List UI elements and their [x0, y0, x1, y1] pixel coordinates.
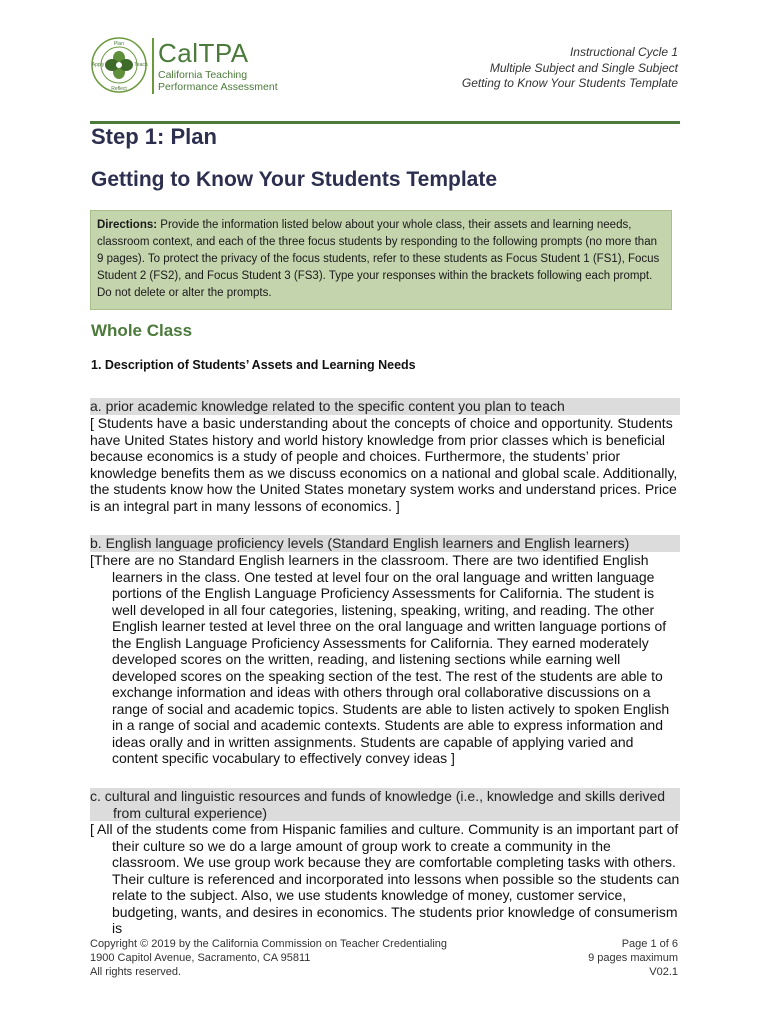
page-title: Getting to Know Your Students Template: [91, 168, 498, 191]
directions-label: Directions:: [97, 219, 158, 231]
response-b[interactable]: [90, 552, 680, 767]
prompt-c-text: c. cultural and linguistic resources and funds of knowledge (i.e., knowledge and skills derived from cultural experience): [90, 788, 666, 821]
footer-copyright: Copyright © 2019 by the California Commission on Teacher Credentialing: [90, 938, 448, 950]
step-title: Step 1: Plan: [91, 124, 217, 149]
footer-page-number: Page 1 of 6: [621, 938, 678, 950]
logo-ring-apply: Apply: [91, 62, 105, 68]
footer-version: V02.1: [649, 966, 678, 978]
header-cycle: Instructional Cycle 1: [569, 45, 678, 59]
logo-ring-plan: Plan: [113, 41, 125, 47]
prompt-a: [90, 398, 680, 415]
response-a[interactable]: [90, 415, 680, 514]
response-c[interactable]: [90, 821, 680, 937]
header-template-name: Getting to Know Your Students Template: [461, 76, 678, 90]
response-a-text[interactable]: [ Students have a basic understanding about the concepts of choice and opportunity. Students have United States history and world history knowledge from prior classes which is beneficial because economics is a study of people and choices. Furthermore, the students’ prior knowledge benefits them as we discuss economics on a national and global scale. Additionally, the students know how the United States monetary system works and understand prices. Price is an integral part in many lessons of economics. ]: [90, 415, 678, 514]
section-heading-whole-class: Whole Class: [91, 321, 193, 340]
footer-max-pages: 9 pages maximum: [588, 952, 678, 964]
caltpa-logo: [90, 36, 280, 98]
header-subject: Multiple Subject and Single Subject: [489, 60, 678, 75]
logo-name: CalTPA: [158, 38, 249, 68]
footer-address: 1900 Capitol Avenue, Sacramento, CA 95811: [90, 952, 311, 964]
prompt-c: [90, 788, 680, 821]
response-b-text[interactable]: [There are no Standard English learners in the classroom. There are two identified English learners in the class. One tested at level four on the oral language and written language portions of the English Language Proficiency Assessments for California. The student is well developed in all four categories, listening, speaking, writing, and reading. The other English learner tested at level three on the oral language and written language portions of the English Language Proficiency Assessments for California. They earned moderately developed scores on the written, reading, and listening sections while earning well developed scores on the speaking section of the test. The rest of the students are able to exchange information and ideas with others through oral collaborative discussions on a range of social and academic topics. Students are able to listen actively to spoken English in a range of social and academic contexts. Students are able to express information and ideas orally and in written assignments. Students are capable of applying varied and content specific vocabulary to effectively convey ideas ]: [90, 552, 670, 766]
caltpa-clover-icon: [90, 36, 148, 94]
prompt-b: [90, 535, 680, 552]
header-meta: [462, 45, 678, 92]
response-c-text[interactable]: [ All of the students come from Hispanic families and culture. Community is an important part of their culture so we do a large amount of group work to create a community in the classroom. We use group work because they are comfortable completing tasks with others. Their culture is referenced and incorporated into lessons when possible so the students can relate to the subject. Also, we use students knowledge of money, customer service, budgeting, wants, and desires in economics. The students prior knowledge of consumerism is: [90, 821, 680, 936]
subheading-assets-needs: 1. Description of Students’ Assets and Learning Needs: [91, 358, 416, 372]
prompt-b-text: b. English language proficiency levels (Standard English learners and English learners): [90, 535, 630, 551]
logo-ring-reflect: Reflect: [111, 86, 127, 92]
logo-divider: [152, 38, 154, 94]
directions-text: Provide the information listed below about your whole class, their assets and learning needs, classroom context, and each of the three focus students by responding to the following prompts (no more than 9 pages). To protect the privacy of the focus students, refer to these students as Focus Student 1 (FS1), Focus Student 2 (FS2), and Focus Student 3 (FS3). Type your responses within the brackets following each prompt. Do not delete or alter the prompts.: [97, 219, 660, 299]
logo-subtitle: California Teaching Performance Assessment: [158, 69, 278, 93]
footer-rights: All rights reserved.: [90, 966, 182, 978]
directions-box: [90, 210, 672, 310]
logo-ring-teach: Teach: [134, 62, 148, 68]
prompt-a-text: a. prior academic knowledge related to the specific content you plan to teach: [90, 398, 565, 414]
footer-left: [90, 937, 447, 979]
footer-right: [588, 937, 678, 979]
